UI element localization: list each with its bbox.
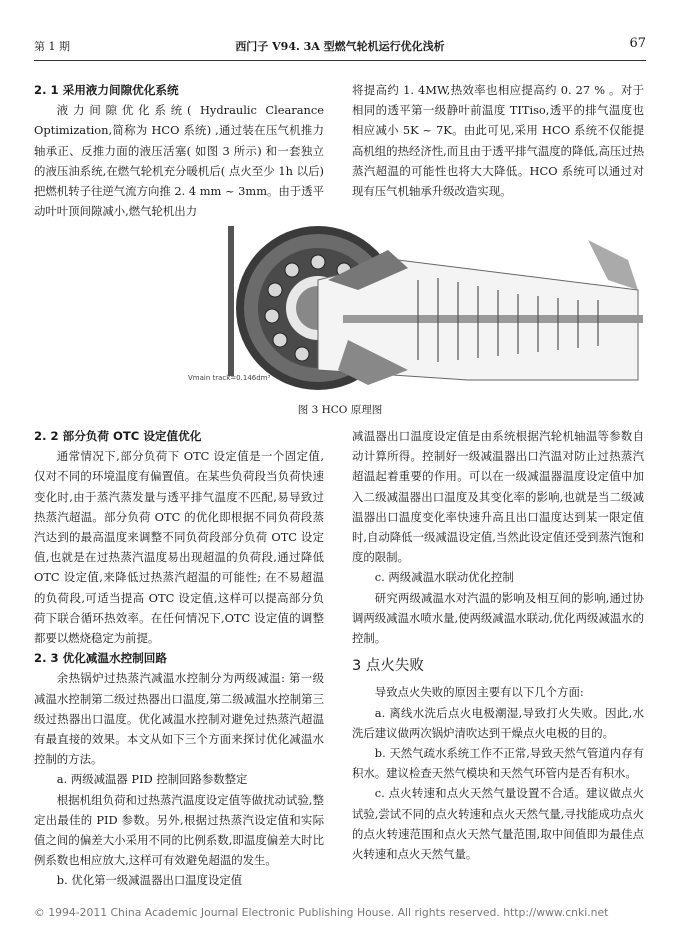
section-2-3-title: 2. 3 优化减温水控制回路 — [34, 651, 167, 666]
section-3-item-b: b. 天然气疏水系统工作不正常,导致天然气管道内存有积水。建议检查天然气模块和天然气环管内是否有积水。 — [352, 746, 644, 781]
header-rule — [34, 60, 646, 61]
item-b-text: 减温器出口温度设定值是由系统根据汽轮机轴温等参数自动计算所得。控制好一级减温器出口汽温对防止过热蒸汽超温起着重要的作用。可以在一级减温器温度设定值中加入二级减温器出口温度及其变化率的影响,也就是当二级减温器出口温度变化率快速升高且出口温度达到某一限定值时,自动降低一级减温设定值,当然此设定值还受到蒸汽饱和度的限制。 — [352, 429, 645, 565]
column-left-top — [34, 80, 324, 221]
issue-number: 第 1 期 — [34, 40, 70, 53]
column-right-top — [352, 80, 644, 201]
page-number: 67 — [629, 36, 646, 51]
figure-hco — [168, 220, 650, 400]
section-3-item-a: a. 离线水洗后点火电极潮湿,导致打火失败。因此,水洗后建议做两次锅炉清吹达到干燥点火电极的目的。 — [352, 705, 644, 740]
section-2-1-continued: 将提高约 1. 4MW,热效率也相应提高约 0. 27 % 。对于相同的透平第一级静叶前温度 TITiso,透平的排气温度也相应减小 5K ~ 7K。由此可见,采用 HCO 系统不仅能提高机组的热经济性,而且由于透平排气温度的降低,高压过热蒸汽超温的可能性也将大大降低。HCO 系统可以通过对现有压气机轴承升级改造实现。 — [352, 83, 645, 199]
copyright-footer: © 1994-2011 China Academic Journal Electronic Publishing House. All rights reserved. http://www.cnki.net — [34, 906, 609, 919]
section-3-intro: 导致点火失败的原因主要有以下几个方面: — [374, 685, 584, 700]
running-title: 西门子 V94. 3A 型燃气轮机运行优化浅析 — [235, 40, 445, 53]
turbine-section — [318, 240, 643, 385]
section-3-title: 3 点火失败 — [352, 658, 424, 675]
figure-label: Vmain track=0.146dm³ — [188, 374, 271, 382]
section-2-2-title: 2. 2 部分负荷 OTC 设定值优化 — [34, 429, 202, 443]
column-right-bottom — [352, 426, 644, 864]
figure-caption: 图 3 HCO 原理图 — [297, 404, 383, 416]
section-2-2-paragraph: 通常情况下,部分负荷下 OTC 设定值是一个固定值,仅对不同的环境温度有偏置值。在某些负荷段当负荷快速变化时,由于蒸汽蒸发量与透平排气温度不匹配,易导致过热蒸汽超温。部分负荷 OTC 的优化即根据不同负荷段蒸汽达到的最高温度来调整不同负荷段部分负荷 OTC 设定值,也就是在过热蒸汽温度易出现超温的负荷段,通过降低 OTC 设定值,来降低过热蒸汽超温的可能性; 在不易超温的负荷段,可适当提高 OTC 设定值,这样可以提高部分负荷下联合循环热效率。在任何情况下,OTC 设定值的调整都要以燃烧稳定为前提。 — [34, 449, 324, 646]
item-a-text: 根据机组负荷和过热蒸汽温度设定值等做扰动试验,整定出最佳的 PID 参数。另外,根据过热蒸汽设定值和实际值之间的偏差大小采用不同的比例系数,即温度偏差大时比例系数也相应放大,这样可有效避免超温的发生。 — [34, 792, 324, 868]
running-header — [34, 38, 646, 58]
item-c-title: c. 两级减温水联动优化控制 — [374, 570, 514, 585]
item-c-text: 研究两级减温水对汽温的影响及相互间的影响,通过协调两级减温水喷水量,使两级减温水联动,优化两级减温水的控制。 — [352, 590, 645, 646]
item-b-title: b. 优化第一级减温器出口温度设定值 — [56, 873, 243, 888]
hco-diagram — [168, 220, 650, 400]
section-2-3-paragraph: 余热锅炉过热蒸汽减温水控制分为两级减温: 第一级减温水控制第二级过热器出口温度,第二级减温水控制第三级过热器出口温度。优化减温水控制对避免过热蒸汽超温有最直接的效果。本文从如下三个方面来探讨优化减温水控制的方法。 — [34, 671, 324, 767]
item-a-title: a. 两级减温器 PID 控制回路参数整定 — [56, 772, 248, 787]
section-2-1-title: 2. 1 采用液力间隙优化系统 — [34, 83, 179, 97]
section-2-1-paragraph: 液力间隙优化系统( Hydraulic Clearance Optimization,简称为 HCO 系统) ,通过装在压气机推力轴承正、反推力面的液压活塞( 如图 3 所示) 和一套独立的液压油系统,在燃气轮机充分暖机后( 点火至少 1h 以后) 把燃机转子往逆气流方向推 2. 4 mm ~ 3mm。由于透平动叶叶顶间隙减小,燃气轮机出力 — [34, 103, 324, 219]
column-left-bottom — [34, 426, 324, 891]
section-3-item-c: c. 点火转速和点火天然气量设置不合适。建议做点火试验,尝试不同的点火转速和点火天然气量,寻找能成功点火的点火转速范围和点火天然气量范围,取中间值即为最佳点火转速和点火天然气量。 — [352, 786, 645, 862]
